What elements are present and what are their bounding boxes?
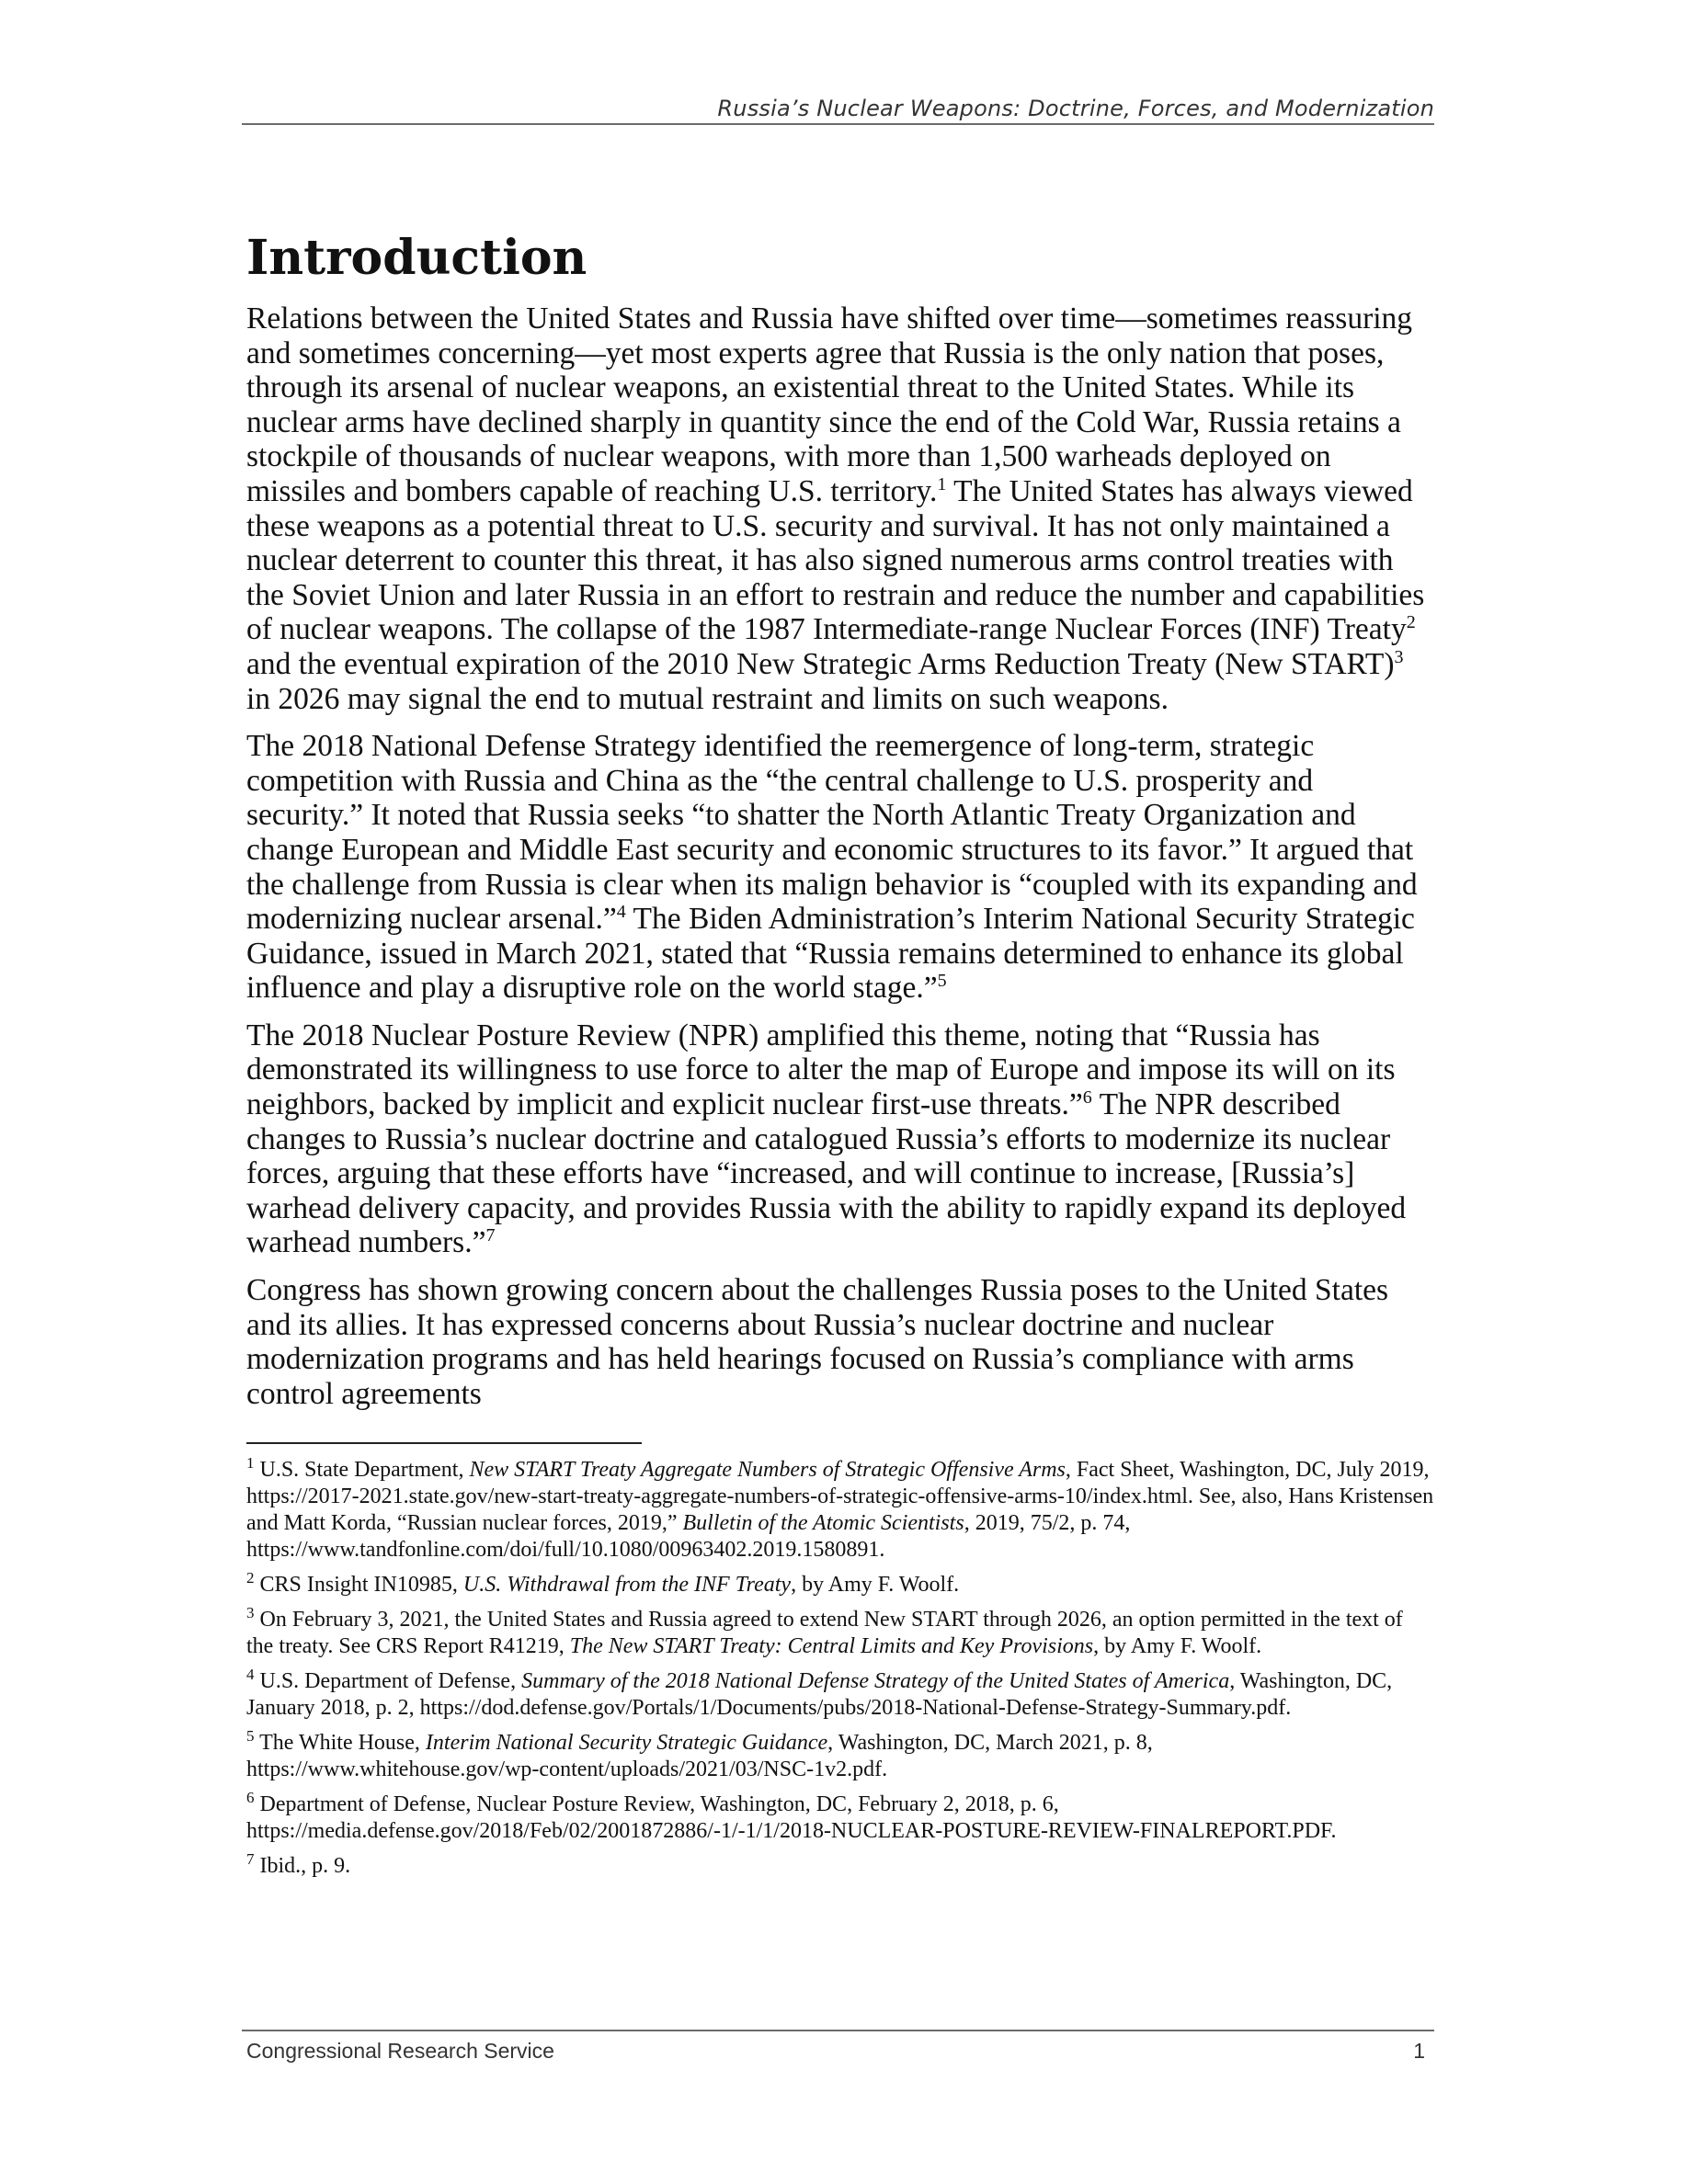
paragraph-1 [246,301,1434,716]
paragraph-4 [246,1273,1434,1411]
footnote-text: , Washington, DC, March 2021, p. 8, https://www.whitehouse.gov/wp-content/uploads/2021/03/NSC-1v2.pdf. [246,1731,1153,1781]
footer-divider [242,2030,1434,2031]
footnote-text: Department of Defense, Nuclear Posture Review, Washington, DC, February 2, 2018, p. 6, https://media.defense.gov/2018/Feb/02/2001872886/-1/-1/1/2018-NUCLEAR-POSTURE-REVIEW-FINALREPORT.PDF. [246,1792,1337,1843]
footnotes [246,1454,1434,1888]
footnote-title: Bulletin of the Atomic Scientists [682,1511,964,1535]
footnote-number: 7 [246,1850,255,1868]
footnote-text: On February 3, 2021, the United States and Russia agreed to extend New START through 2026, an option permitted in the text of the treaty. See CRS Report R41219, [246,1608,1403,1658]
paragraph-text: Relations between the United States and Russia have shifted over time—sometimes reassuring and sometimes concerning—yet most experts agree that Russia is the only nation that poses, through its arsenal of nuclear weapons, an existential threat to the United States. While its nuclear arms have declined sharply in quantity since the end of the Cold War, Russia retains a stockpile of thousands of nuclear weapons, with more than 1,500 warheads deployed on missiles and bombers capable of reaching U.S. territory. [246,301,1413,508]
paragraph-text: and the eventual expiration of the 2010 New Strategic Arms Reduction Treaty (New START) [246,646,1395,681]
footnote-ref[interactable]: 1 [937,473,947,495]
footnote-ref[interactable]: 2 [1406,612,1416,633]
footnote-ref[interactable]: 4 [616,901,626,922]
footnote-text: U.S. State Department, [259,1458,470,1482]
paragraph-text: The United States has always viewed these weapons as a potential threat to U.S. security and survival. It has not only maintained a nuclear deterrent to counter this threat, it has also signed numerous arms control treaties with the Soviet Union and later Russia in an effort to restrain and reduce the number and capabilities of nuclear weapons. The collapse of the 1987 Intermediate-range Nuclear Forces (INF) Treaty [246,473,1425,647]
footnote-ref[interactable]: 5 [937,971,947,992]
footnote-5 [246,1727,1434,1783]
paragraph-text: Congress has shown growing concern about the challenges Russia poses to the United States and its allies. It has expressed concerns about Russia’s nuclear doctrine and nuclear modernization programs and has held hearings focused on Russia’s compliance with arms control agreements [246,1273,1389,1411]
footnote-number: 3 [246,1604,255,1621]
section-title: Introduction [246,230,587,286]
footnote-ref[interactable]: 7 [485,1225,496,1246]
paragraph-text: The Biden Administration’s Interim National Security Strategic Guidance, issued in March 2021, stated that “Russia remains determined to enhance its global influence and play a disruptive role on the world stage.” [246,902,1415,1006]
footnote-2 [246,1569,1434,1598]
footnote-1 [246,1454,1434,1564]
page-number: 1 [1413,2039,1425,2063]
main-content [246,226,1434,1424]
footnote-text: Ibid., p. 9. [259,1854,351,1878]
paragraph-2 [246,729,1434,1006]
footnote-title: Interim National Security Strategic Guidance [425,1731,828,1755]
footnote-3 [246,1604,1434,1660]
footnote-text: , 2019, 75/2, p. 74, https://www.tandfonline.com/doi/full/10.1080/00963402.2019.1580891. [246,1511,1131,1562]
footnote-6 [246,1789,1434,1845]
footnote-title: New START Treaty Aggregate Numbers of Strategic Offensive Arms [469,1458,1066,1482]
paragraph-text: The NPR described changes to Russia’s nuclear doctrine and catalogued Russia’s efforts to modernize its nuclear forces, arguing that these efforts have “increased, and will continue to increase, [Russia’s] warhead delivery capacity, and provides Russia with the ability to rapidly expand its deployed warhead numbers.” [246,1087,1407,1260]
paragraph-text: The 2018 National Defense Strategy identified the reemergence of long-term, strategic competition with Russia and China as the “the central challenge to U.S. prosperity and security.” It noted that Russia seeks “to shatter the North Atlantic Treaty Organization and change European and Middle East security and economic structures to its favor.” It argued that the challenge from Russia is clear when its malign behavior is “coupled with its expanding and modernizing nuclear arsenal.” [246,729,1418,937]
footnote-number: 6 [246,1789,255,1806]
footnote-title: U.S. Withdrawal from the INF Treaty [462,1573,792,1597]
footnote-text: , Washington, DC, January 2018, p. 2, https://dod.defense.gov/Portals/1/Documents/pubs/2018-National-Defense-Strategy-Summary.pdf. [246,1669,1393,1720]
footnote-ref[interactable]: 6 [1082,1086,1092,1108]
footnote-text: , Fact Sheet, Washington, DC, July 2019, https://2017-2021.state.gov/new-start-treaty-aggregate-numbers-of-strategic-offensive-arms-10/index.html. See, also, Hans Kristensen and Matt Korda, “Russian nuclear forces, 2019,” [246,1458,1434,1535]
footnote-text: , by Amy F. Woolf. [1093,1634,1262,1658]
footnote-number: 2 [246,1569,255,1587]
paragraph-text: The 2018 Nuclear Posture Review (NPR) amplified this theme, noting that “Russia has demonstrated its willingness to use force to alter the map of Europe and impose its will on its neighbors, backed by implicit and explicit nuclear first-use threats.” [246,1018,1396,1122]
footnote-number: 1 [246,1454,255,1472]
footnote-number: 5 [246,1727,255,1745]
footnote-text: CRS Insight IN10985, [259,1573,463,1597]
footnote-text: The White House, [259,1731,426,1755]
running-header: Russia’s Nuclear Weapons: Doctrine, Forces, and Modernization [717,96,1434,121]
paragraph-3 [246,1018,1434,1260]
footer-source: Congressional Research Service [246,2039,554,2063]
footnote-number: 4 [246,1666,255,1683]
footnote-4 [246,1668,1434,1722]
header-divider [242,123,1434,125]
footnote-text: , by Amy F. Woolf. [791,1573,960,1597]
footnote-title: Summary of the 2018 National Defense Strategy of the United States of America [521,1669,1230,1693]
footnote-divider [246,1442,642,1444]
paragraph-text: in 2026 may signal the end to mutual restraint and limits on such weapons. [246,681,1169,716]
footnote-7 [246,1850,1434,1880]
footnote-ref[interactable]: 3 [1394,646,1404,667]
footnote-text: U.S. Department of Defense, [259,1669,522,1693]
footnote-title: The New START Treaty: Central Limits and Key Provisions [569,1634,1094,1658]
